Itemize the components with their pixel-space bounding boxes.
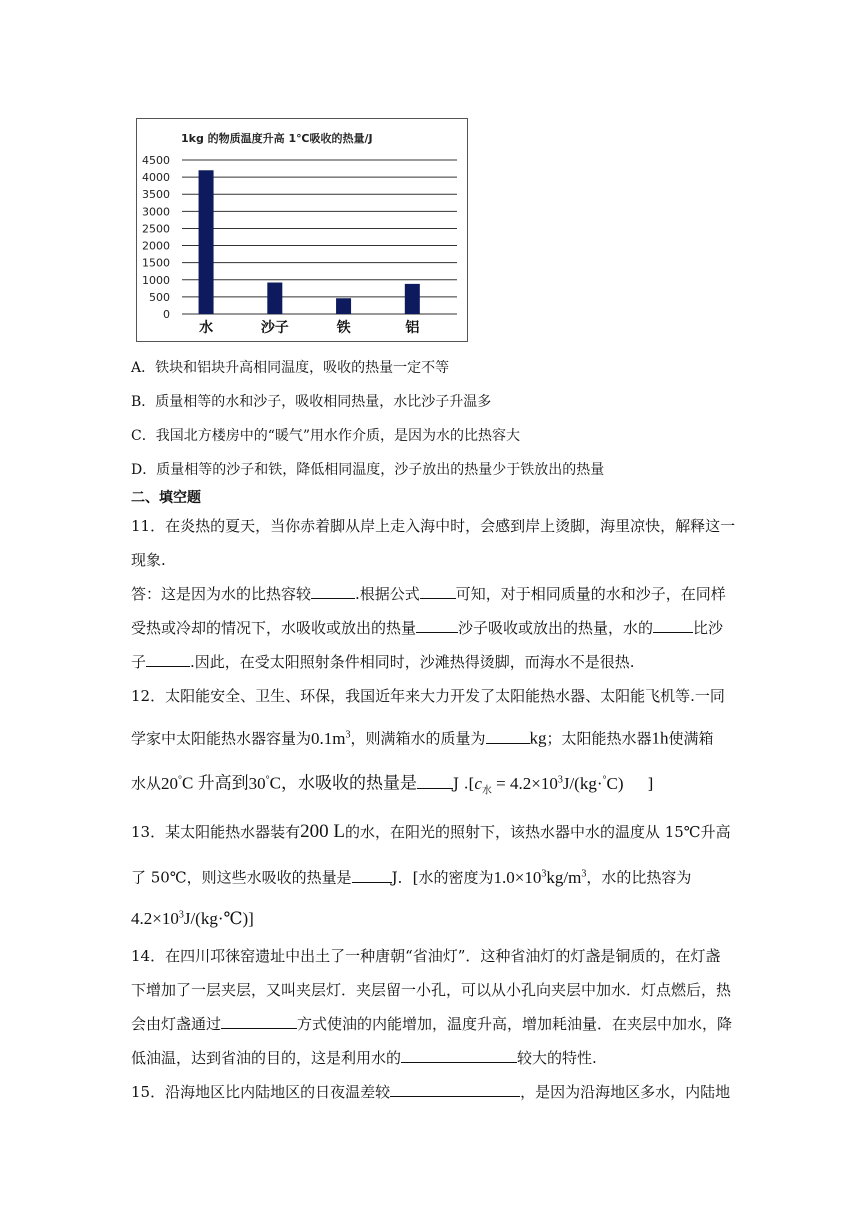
- q11-text: .因此，在受太阳照射条件相同时，沙滩热得烫脚，而海水不是很热.: [190, 653, 635, 671]
- answer-blank[interactable]: [146, 652, 190, 667]
- y-tick-label: 2000: [142, 239, 170, 253]
- answer-blank[interactable]: [653, 618, 693, 633]
- q14-text: 低油温，达到省油的目的，这是利用水的: [131, 1049, 402, 1067]
- answer-blank[interactable]: [311, 584, 355, 599]
- x-tick-label: 铁: [336, 320, 351, 336]
- section-title: 二、填空题: [131, 490, 201, 506]
- answer-blank[interactable]: [401, 1048, 517, 1063]
- bar-chart: [136, 118, 468, 342]
- y-tick-label: 4000: [142, 171, 170, 185]
- bar: [267, 283, 282, 314]
- q13-line-1: [131, 821, 731, 843]
- option-a: A．铁块和铝块升高相同温度，吸收的热量一定不等: [131, 360, 450, 376]
- q13-text: 13．某太阳能热水器装有: [131, 823, 301, 841]
- q14-text: 会由灯盏通过: [131, 1015, 222, 1033]
- q12-line-2: [131, 724, 731, 750]
- q12-text: J .[: [452, 774, 475, 793]
- x-tick-label: 沙子: [260, 320, 289, 336]
- q12-unit: kg: [529, 728, 547, 748]
- q11-text: 比沙: [693, 619, 724, 637]
- answer-blank[interactable]: [221, 1014, 297, 1029]
- q11-text: 子: [131, 653, 147, 671]
- y-tick-label: 1500: [142, 256, 170, 270]
- answer-blank[interactable]: [417, 774, 453, 789]
- q14-line-2: 下增加了一层夹层，又叫夹层灯．夹层留一小孔，可以从小孔向夹层中加水．灯点燃后，热: [131, 981, 732, 999]
- q14-line-1: 14．在四川邛徕窑遗址中出土了一种唐朝“省油灯”．这种省油灯的灯盏是铜质的，在灯盏: [131, 947, 721, 965]
- q11-text: .根据公式: [355, 585, 420, 603]
- y-tick-label: 0: [163, 308, 170, 321]
- q12-formula: $0.1m^3$: [311, 728, 351, 748]
- answer-blank[interactable]: [486, 729, 530, 744]
- answer-blank[interactable]: [420, 584, 456, 599]
- q12-formula: $c_水 = 4.2\times 10^3J/(kg\cdot^\circ C)$: [474, 773, 624, 797]
- q12-line-1: 12．太阳能安全、卫生、环保，我国近年来大力开发了太阳能热水器、太阳能飞机等.一同: [131, 687, 725, 705]
- q15-text: 15．沿海地区比内陆地区的日夜温差较: [131, 1083, 391, 1101]
- q11-text: 受热或冷却的情况下，水吸收或放出的热量: [131, 619, 417, 637]
- q13-line-3: [131, 904, 731, 930]
- q11-text: 沙子吸收或放出的热量，水的: [458, 619, 654, 637]
- q11-line-4: [131, 617, 731, 639]
- q12-text: C，水吸收的热量是: [269, 773, 417, 793]
- x-tick-label: 水: [199, 320, 214, 336]
- y-tick-label: 4500: [142, 154, 170, 167]
- option-b: B．质量相等的水和沙子，吸收相同热量，水比沙子升温多: [131, 394, 492, 410]
- q13-text: 了 50℃，则这些水吸收的热量是: [131, 868, 352, 887]
- y-tick-label: 3000: [142, 205, 170, 219]
- q12-line-3: [131, 769, 731, 802]
- q12-temp-2: 30°: [248, 773, 270, 793]
- bar: [405, 284, 420, 314]
- q11-line-5: [131, 651, 731, 673]
- q14-text: 较大的特性.: [517, 1049, 597, 1067]
- q14-line-3: [131, 1013, 731, 1035]
- q13-formula: $4.2\times 10^3J/(kg\cdot℃)$]: [131, 908, 254, 928]
- q12-formula: 1h: [651, 728, 669, 748]
- answer-blank[interactable]: [352, 868, 392, 883]
- option-d: D．质量相等的沙子和铁，降低相同温度，沙子放出的热量少于铁放出的热量: [131, 462, 605, 478]
- bar: [336, 298, 351, 314]
- q12-text: 使满箱: [668, 729, 714, 748]
- bar: [199, 170, 214, 314]
- q14-line-4: [131, 1047, 731, 1069]
- option-c: C．我国北方楼房中的“暖气”用水作介质，是因为水的比热容大: [131, 428, 521, 444]
- q12-text: C 升高到: [182, 773, 249, 793]
- q15-line-1: [131, 1081, 731, 1103]
- q13-text: J．[水的密度为: [391, 868, 494, 887]
- q14-text: 方式使油的内能增加，温度升高，增加耗油量．在夹层中加水，降: [297, 1015, 733, 1033]
- q12-text: 水从: [131, 774, 162, 793]
- q12-text: ；太阳能热水器: [546, 729, 652, 748]
- q13-formula: $1.0\times 10^3kg/m^3$: [493, 867, 587, 887]
- q12-text: ，则满箱水的质量为: [350, 729, 486, 748]
- q12-text: ]: [647, 774, 654, 793]
- y-tick-label: 3500: [142, 188, 170, 202]
- q13-text: 的水，在阳光的照射下，该热水器中水的温度从 15℃升高: [344, 823, 731, 841]
- q12-text: 学家中太阳能热水器容量为: [131, 729, 312, 748]
- q15-text: ，是因为沿海地区多水，内陆地: [520, 1083, 731, 1101]
- q13-line-2: [131, 863, 731, 889]
- q11-line-1: 11．在炎热的夏天，当你赤着脚从岸上走入海中时，会感到岸上烫脚，海里凉快，解释这一: [131, 517, 736, 535]
- y-tick-label: 2500: [142, 222, 170, 236]
- q13-formula: 200 L: [300, 821, 345, 842]
- q13-text: ，水的比热容为: [586, 868, 692, 887]
- answer-blank[interactable]: [416, 618, 458, 633]
- answer-blank[interactable]: [390, 1082, 520, 1097]
- q11-text: 可知，对于相同质量的水和沙子，在同样: [455, 585, 726, 603]
- chart-title: 1kg 的物质温度升高 1℃吸收的热量/J: [181, 132, 373, 145]
- q12-temp-1: 20°: [161, 773, 183, 793]
- chart-svg: [137, 119, 467, 341]
- y-tick-label: 500: [149, 290, 170, 304]
- x-tick-label: 铝: [405, 320, 420, 336]
- q11-line-2: 现象.: [131, 551, 166, 569]
- q11-line-3: [131, 583, 731, 605]
- q11-text: 答：这是因为水的比热容较: [131, 585, 312, 603]
- y-tick-label: 1000: [142, 273, 170, 287]
